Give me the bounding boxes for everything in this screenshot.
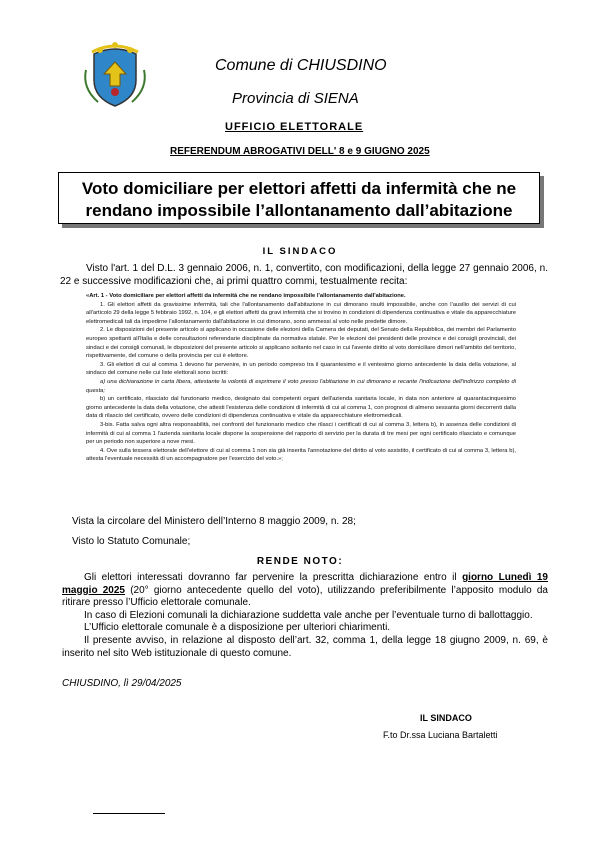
law-quote [86, 292, 516, 464]
quote-paragraph: 4. Ove sulla tessera elettorale dell'elettore di cui al comma 1 non sia già inserita l'annotazione del diritto al voto assistito, il certificato di cui al comma 3, lettera b), attesta l'eventuale necessità di un accompagnatore per l'esercizio del voto.»; [86, 447, 516, 463]
municipal-crest-icon [80, 40, 150, 110]
quote-paragraph: 3. Gli elettori di cui al comma 1 devono far pervenire, in un periodo compreso tra il quarantesimo e il ventesimo giorno antecedente la data della votazione, al sindaco del comune nelle cui liste elettorali sono iscritti: [86, 361, 516, 377]
referendum-heading: REFERENDUM ABROGATIVI DELL' 8 e 9 GIUGNO 2025 [170, 146, 430, 157]
date-line: CHIUSDINO, lì 29/04/2025 [62, 678, 182, 689]
signature-name: F.to Dr.ssa Luciana Bartaletti [383, 730, 498, 740]
notice-paragraph-1 [62, 572, 548, 610]
provincia-name: Provincia di SIENA [232, 90, 359, 107]
quote-title: «Art. 1 - Voto domiciliare per elettori affetti da infermità che ne rendano impossibile l'allontanamento dall'abitazione. [86, 293, 406, 299]
rende-noto-heading: RENDE NOTO: [256, 556, 344, 567]
signature-role: IL SINDACO [420, 713, 472, 723]
title-line-2: rendano impossibile l’allontanamento dall’abitazione [85, 201, 513, 220]
notice-paragraph-4: Il presente avviso, in relazione al disposto dell’art. 32, comma 1, della legge 18 giugno 2009, n. 69, è inserito nel sito Web istituzionale di questo comune. [62, 634, 548, 659]
quote-paragraph: b) un certificato, rilasciato dal funzionario medico, designato dai competenti organi dell'azienda sanitaria locale, in data non anteriore al quarantacinquesimo giorno antecedente la data della votazione, che attesti l'esistenza delle condizioni di infermità di cui al comma 1, con prognosi di almeno sessanta giorni decorrenti dalla data di rilascio del certificato, ovvero delle condizioni di dipendenza continuativa e vitale da apparecchiature elettromedicali. [86, 396, 517, 420]
title-line-1: Voto domiciliare per elettori affetti da infermità che ne [81, 179, 517, 198]
visto-circolare: Vista la circolare del Ministero dell’Interno 8 maggio 2009, n. 28; [72, 516, 356, 527]
quote-paragraph: 2. Le disposizioni del presente articolo si applicano in occasione delle elezioni della Camera dei deputati, del Senato della Repubblica, dei membri del Parlamento europeo spettanti all'Italia e delle consultazioni referendarie disciplinate da normativa statale. Per le elezioni dei presidenti delle province e dei consigli provinciali, dei sindaci e dei consigli comunali, le disposizioni del presente articolo si applicano soltanto nel caso in cui l'avente diritto al voto domiciliare dimori nell'ambito del territorio, rispettivamente, del comune o della provincia per cui è elettore. [86, 327, 516, 360]
deadline-highlight: giorno Lunedì 19 maggio 2025 [62, 572, 548, 596]
p1-text-after: (20° giorno antecedente quello del voto), utilizzando preferibilmente l’apposito modulo da ritirare presso l’Ufficio elettorale comunale. [62, 584, 548, 609]
ufficio-heading: UFFICIO ELETTORALE [225, 121, 364, 133]
notice-paragraph-2: In caso di Elezioni comunali la dichiarazione suddetta vale anche per l’eventuale turno di ballottaggio. [84, 609, 533, 621]
comune-name: Comune di CHIUSDINO [215, 57, 387, 74]
visto-statuto: Visto lo Statuto Comunale; [72, 536, 191, 547]
notice-body [62, 572, 548, 660]
visto-legge: Visto l'art. 1 del D.L. 3 gennaio 2006, n. 1, convertito, con modificazioni, della legge 27 gennaio 2006, n. 22 e successive modificazioni che, ai primi quattro commi, testualmente recita: [60, 263, 548, 287]
quote-paragraph: 1. Gli elettori affetti da gravissime infermità, tali che l'allontanamento dall'abitazione in cui dimorano risulti impossibile, anche con l'ausilio dei servizi di cui all'articolo 29 della legge 5 febbraio 1992, n. 104, e gli elettori affetti da gravi infermità che si trovino in condizioni di dipendenza continuativa e vitale da apparecchiature elettromedicali tali da impedirne l'allontanamento dall'abitazione in cui dimorano, sono ammessi al voto nelle predette dimore. [86, 301, 516, 325]
footnote-divider [93, 813, 165, 814]
notice-paragraph-3: L’Ufficio elettorale comunale è a disposizione per ulteriori chiarimenti. [84, 622, 391, 634]
quote-paragraph: a) una dichiarazione in carta libera, attestante la volontà di esprimere il voto presso l'abitazione in cui dimorano e recante l'indicazione dell'indirizzo completo di questa; [86, 378, 516, 394]
title-box [58, 172, 540, 224]
p1-text: Gli elettori interessati dovranno far pervenire la prescritta dichiarazione entro il [84, 572, 463, 583]
quote-paragraph: 3-bis. Fatta salva ogni altra responsabilità, nei confronti del funzionario medico che rilasci i certificati di cui al comma 3, lettera b), in assenza delle condizioni di infermità di cui al comma 1 l'azienda sanitaria locale dispone la sospensione del rapporto di servizio per la durata di tre mesi per ogni certificato rilasciato e comunque per un periodo non superiore a nove mesi. [86, 421, 516, 446]
sindaco-heading: IL SINDACO [262, 246, 338, 257]
